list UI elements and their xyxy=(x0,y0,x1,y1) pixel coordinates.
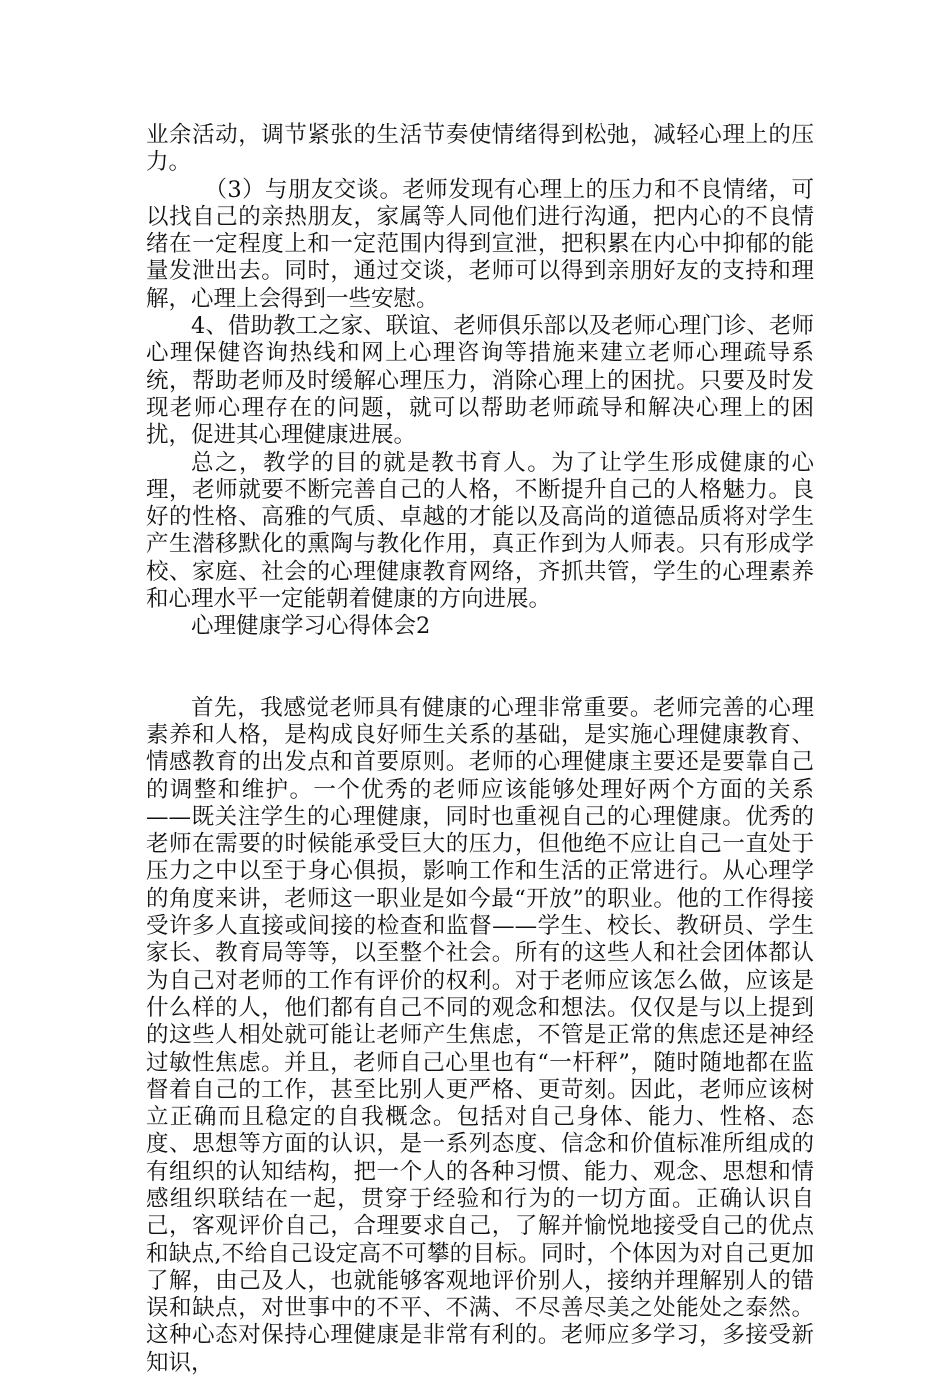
paragraph-conclusion: 总之，教学的目的就是教书育人。为了让学生形成健康的心理，老师就要不断完善自己的人格，不断提升自己的人格魅力。良好的性格、高雅的气质、卓越的才能以及高尚的道德品质将对学生产生潜移默化的熏陶与教化作用，真正作到为人师表。只有形成学校、家庭、社会的心理健康教育网络，齐抓共管，学生的心理素养和心理水平一定能朝着健康的方向进展。 xyxy=(146,449,814,613)
paragraph-teacher-mental-health: 首先，我感觉老师具有健康的心理非常重要。老师完善的心理素养和人格，是构成良好师生关系的基础，是实施心理健康教育、情感教育的出发点和首要原则。老师的心理健康主要还是要靠自己的调整和维护。一个优秀的老师应该能够处理好两个方面的关系——既关注学生的心理健康，同时也重视自己的心理健康。优秀的老师在需要的时候能承受巨大的压力，但他绝不应让自己一直处于压力之中以至于身心俱损，影响工作和生活的正常进行。从心理学的角度来讲，老师这一职业是如今最“开放”的职业。他的工作得接受许多人直接或间接的检查和监督——学生、校长、教研员、学生家长、教育局等等，以至整个社会。所有的这些人和社会团体都认为自己对老师的工作有评价的权利。对于老师应该怎么做，应该是什么样的人，他们都有自己不同的观念和想法。仅仅是与以上提到的这些人相处就可能让老师产生焦虑，不管是正常的焦虑还是神经过敏性焦虑。并且，老师自己心里也有“一杆秤”，随时随地都在监督着自己的工作，甚至比别人更严格、更苛刻。因此，老师应该树立正确而且稳定的自我概念。包括对自己身体、能力、性格、态度、思想等方面的认识，是一系列态度、信念和价值标准所组成的有组织的认知结构，把一个人的各种习惯、能力、观念、思想和情感组织联结在一起，贯穿于经验和行为的一切方面。正确认识自己，客观评价自己，合理要求自己，了解并愉悦地接受自己的优点和缺点,不给自己设定高不可攀的目标。同时，个体因为对自己更加了解，由己及人，也就能够客观地评价别人，接纳并理解别人的错误和缺点，对世事中的不平、不满、不尽善尽美之处能处之泰然。这种心态对保持心理健康是非常有利的。老师应多学习，多接受新知识， xyxy=(146,694,814,1376)
paragraph-psychological-support-system: 4、借助教工之家、联谊、老师俱乐部以及老师心理门诊、老师心理保健咨询热线和网上心理咨询等措施来建立老师心理疏导系统，帮助老师及时缓解心理压力，消除心理上的困扰。只要及时发现老师心理存在的问题，就可以帮助老师疏导和解决心理上的困扰，促进其心理健康进展。 xyxy=(146,313,814,449)
paragraph-talk-with-friends: （3）与朋友交谈。老师发现有心理上的压力和不良情绪，可以找自己的亲热朋友，家属等人同他们进行沟通，把内心的不良情绪在一定程度上和一定范围内得到宣泄，把积累在内心中抑郁的能量发泄出去。同时，通过交谈，老师可以得到亲朋好友的支持和理解，心理上会得到一些安慰。 xyxy=(146,176,814,312)
blank-line xyxy=(146,641,814,695)
paragraph-continuation: 业余活动，调节紧张的生活节奏使情绪得到松弛，减轻心理上的压力。 xyxy=(146,122,814,176)
document-page xyxy=(146,122,814,1377)
section-heading: 心理健康学习心得体会2 xyxy=(191,613,431,640)
